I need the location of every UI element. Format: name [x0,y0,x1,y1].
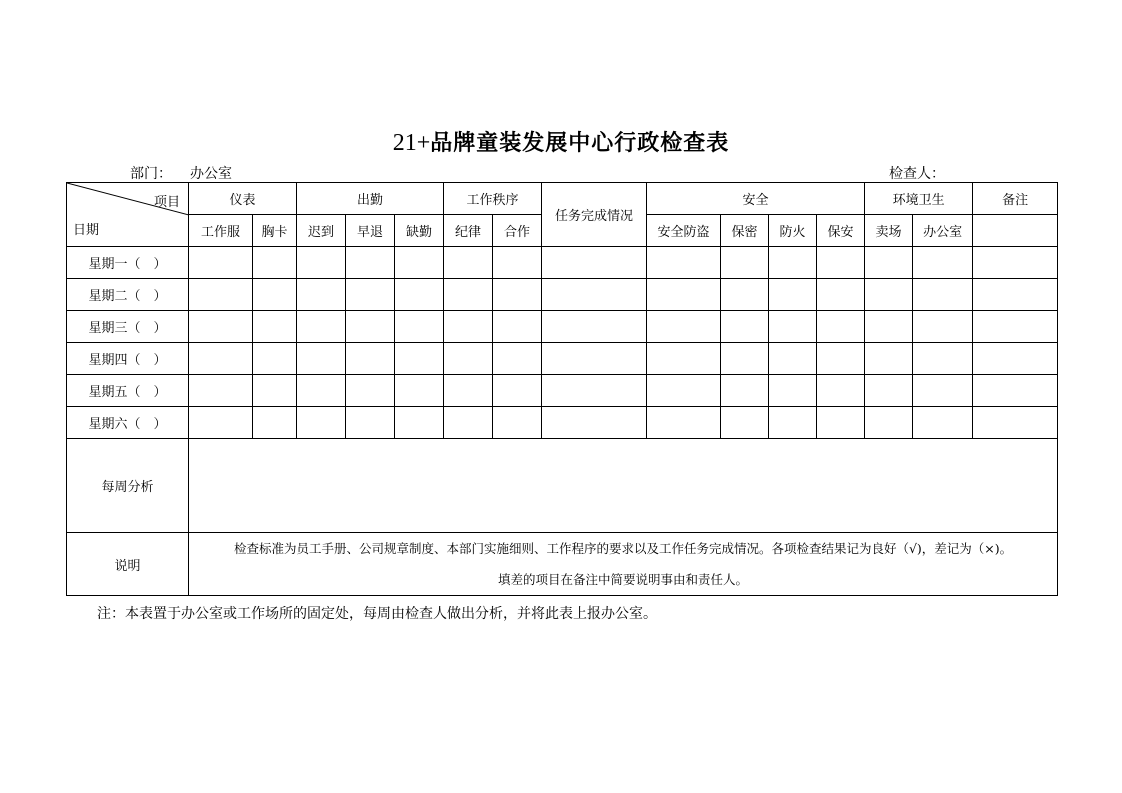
entry-cell[interactable] [817,407,865,439]
table-row [67,311,1058,343]
entry-cell[interactable] [817,279,865,311]
entry-cell[interactable] [865,311,913,343]
day-label: 星期五（ ） [67,375,189,407]
entry-cell[interactable] [647,311,721,343]
entry-cell[interactable] [189,343,253,375]
sub-header: 缺勤 [395,215,444,247]
group-renwu: 任务完成情况 [542,183,647,247]
day-label: 星期二（ ） [67,279,189,311]
group-yibiao: 仪表 [189,183,297,215]
entry-cell[interactable] [395,311,444,343]
entry-cell[interactable] [817,375,865,407]
entry-cell[interactable] [973,279,1058,311]
sub-header: 合作 [493,215,542,247]
entry-cell[interactable] [865,279,913,311]
entry-cell[interactable] [542,343,647,375]
corner-cell [67,183,189,247]
entry-cell[interactable] [346,407,395,439]
entry-cell[interactable] [973,343,1058,375]
day-label: 星期一（ ） [67,247,189,279]
entry-cell[interactable] [444,407,493,439]
group-beizhu: 备注 [973,183,1058,215]
weekly-analysis-field[interactable] [189,439,1058,533]
entry-cell[interactable] [973,407,1058,439]
entry-cell[interactable] [395,407,444,439]
entry-cell[interactable] [189,279,253,311]
sub-header: 早退 [346,215,395,247]
entry-cell[interactable] [865,343,913,375]
entry-cell[interactable] [253,407,297,439]
entry-cell[interactable] [189,311,253,343]
entry-cell[interactable] [721,311,769,343]
table-row [67,343,1058,375]
note-line-1: 检查标准为员工手册、公司规章制度、本部门实施细则、工作程序的要求以及工作任务完成情况。各项检查结果记为良好（√)，差记为（×)。 [233,541,1013,556]
entry-cell[interactable] [973,375,1058,407]
day-label: 星期三（ ） [67,311,189,343]
corner-item-label: 项目 [153,195,180,210]
entry-cell[interactable] [769,375,817,407]
note-line-2: 填差的项目在备注中简要说明事由和责任人。 [498,572,749,587]
entry-cell[interactable] [721,343,769,375]
entry-cell[interactable] [647,247,721,279]
entry-cell[interactable] [253,311,297,343]
entry-cell[interactable] [297,279,346,311]
entry-cell[interactable] [769,343,817,375]
entry-cell[interactable] [865,407,913,439]
sub-header: 卖场 [865,215,913,247]
entry-cell[interactable] [297,343,346,375]
group-gongzuo: 工作秩序 [444,183,542,215]
footnote: 注：本表置于办公室或工作场所的固定处，每周由检查人做出分析，并将此表上报办公室。 [97,606,657,622]
group-chuqin: 出勤 [297,183,444,215]
department-label: 部门： [130,166,172,182]
entry-cell[interactable] [769,279,817,311]
entry-cell[interactable] [721,407,769,439]
sub-header: 迟到 [297,215,346,247]
entry-cell[interactable] [493,407,542,439]
table-row [67,407,1058,439]
entry-cell[interactable] [913,375,973,407]
entry-cell[interactable] [346,279,395,311]
entry-cell[interactable] [913,247,973,279]
group-anquan: 安全 [647,183,865,215]
header-row-groups [67,183,1058,215]
sub-header: 纪律 [444,215,493,247]
blank-cell [973,215,1058,247]
entry-cell[interactable] [493,343,542,375]
entry-cell[interactable] [493,375,542,407]
entry-cell[interactable] [647,375,721,407]
entry-cell[interactable] [865,247,913,279]
sub-header: 保密 [721,215,769,247]
entry-cell[interactable] [542,311,647,343]
entry-cell[interactable] [297,407,346,439]
entry-cell[interactable] [647,279,721,311]
entry-cell[interactable] [817,311,865,343]
entry-cell[interactable] [444,311,493,343]
entry-cell[interactable] [647,407,721,439]
sub-header: 防火 [769,215,817,247]
entry-cell[interactable] [647,343,721,375]
entry-cell[interactable] [297,311,346,343]
table-row [67,247,1058,279]
entry-cell[interactable] [189,247,253,279]
note-row [67,533,1058,596]
entry-cell[interactable] [913,407,973,439]
entry-cell[interactable] [542,407,647,439]
group-huanjing: 环境卫生 [865,183,973,215]
title-number: 21+ [392,130,431,156]
entry-cell[interactable] [721,279,769,311]
sub-header: 胸卡 [253,215,297,247]
entry-cell[interactable] [444,279,493,311]
entry-cell[interactable] [817,343,865,375]
entry-cell[interactable] [297,375,346,407]
corner-date-label: 日期 [73,223,100,238]
entry-cell[interactable] [973,247,1058,279]
entry-cell[interactable] [253,343,297,375]
note-content [189,533,1058,596]
title-text: 品牌童装发展中心行政检查表 [430,131,730,156]
weekly-analysis-row [67,439,1058,533]
department-field [130,163,232,183]
entry-cell[interactable] [769,247,817,279]
entry-cell[interactable] [444,375,493,407]
entry-cell[interactable] [346,343,395,375]
entry-cell[interactable] [973,311,1058,343]
entry-cell[interactable] [721,247,769,279]
entry-cell[interactable] [189,407,253,439]
entry-cell[interactable] [395,375,444,407]
entry-cell[interactable] [493,279,542,311]
sub-header: 工作服 [189,215,253,247]
day-label: 星期六（ ） [67,407,189,439]
entry-cell[interactable] [913,343,973,375]
entry-cell[interactable] [395,279,444,311]
entry-cell[interactable] [542,375,647,407]
day-label: 星期四（ ） [67,343,189,375]
weekly-analysis-label: 每周分析 [67,439,189,533]
entry-cell[interactable] [395,247,444,279]
entry-cell[interactable] [542,279,647,311]
entry-cell[interactable] [395,343,444,375]
sub-header: 保安 [817,215,865,247]
entry-cell[interactable] [913,311,973,343]
sub-header: 办公室 [913,215,973,247]
page-title [0,126,1122,157]
entry-cell[interactable] [444,343,493,375]
entry-cell[interactable] [253,279,297,311]
entry-cell[interactable] [444,247,493,279]
inspection-table [66,182,1058,596]
entry-cell[interactable] [493,247,542,279]
entry-cell[interactable] [346,247,395,279]
table-row [67,375,1058,407]
entry-cell[interactable] [769,311,817,343]
note-label: 说明 [67,533,189,596]
entry-cell[interactable] [913,279,973,311]
sub-header: 安全防盗 [647,215,721,247]
entry-cell[interactable] [769,407,817,439]
entry-cell[interactable] [817,247,865,279]
entry-cell[interactable] [189,375,253,407]
entry-cell[interactable] [542,247,647,279]
entry-cell[interactable] [346,375,395,407]
entry-cell[interactable] [346,311,395,343]
entry-cell[interactable] [721,375,769,407]
entry-cell[interactable] [253,247,297,279]
inspector-label: 检查人： [889,166,945,182]
entry-cell[interactable] [297,247,346,279]
entry-cell[interactable] [865,375,913,407]
table-row [67,279,1058,311]
entry-cell[interactable] [493,311,542,343]
entry-cell[interactable] [253,375,297,407]
department-value: 办公室 [190,166,232,182]
